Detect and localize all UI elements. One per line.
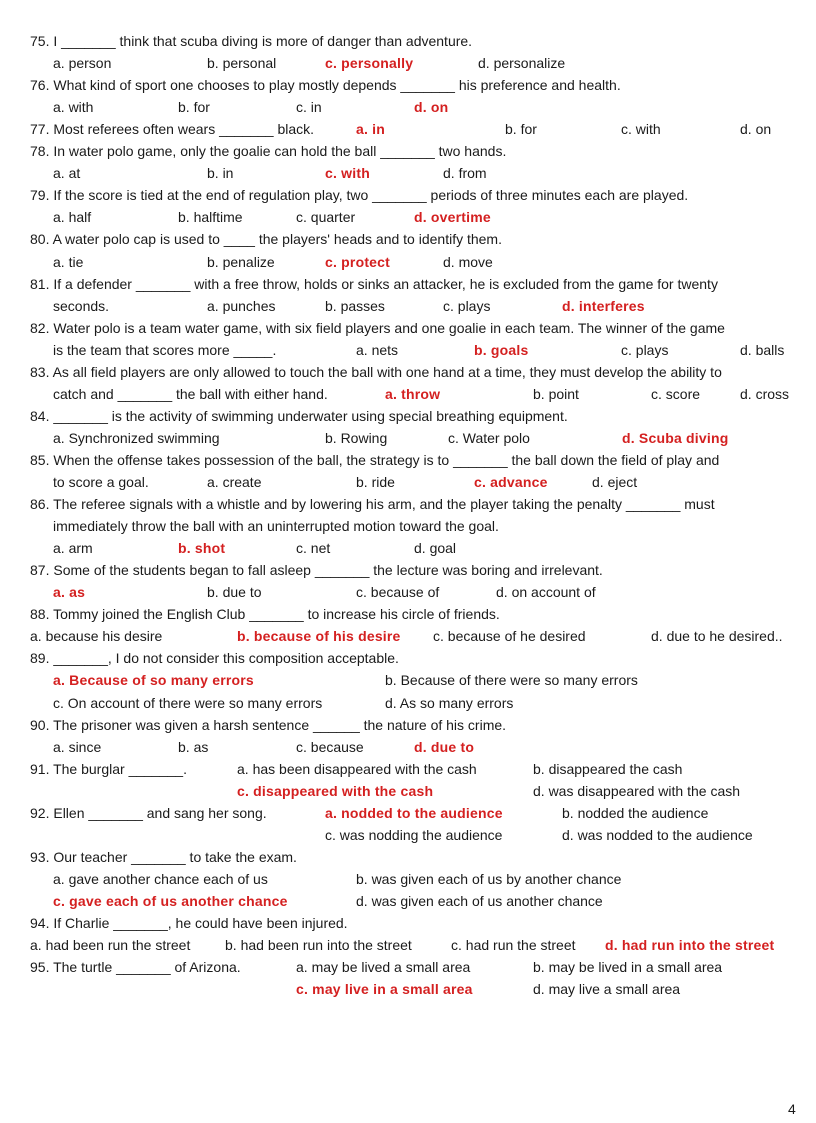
text-line	[0, 581, 816, 603]
text-line	[0, 295, 816, 317]
answer-option: c. plays	[443, 297, 491, 314]
answer-option: b. due to	[207, 584, 262, 601]
answer-option: d. on	[740, 121, 772, 138]
answer-option: a. punches	[207, 297, 276, 314]
question-text: 93. Our teacher _______ to take the exam.	[30, 848, 297, 865]
answer-option: c. quarter	[296, 209, 356, 226]
question-text: 91. The burglar _______.	[30, 760, 187, 777]
question-text: 82. Water polo is a team water game, with six field players and one goalie in each team. The winner of the game	[30, 319, 725, 336]
answer-option: c. plays	[621, 341, 669, 358]
text-line	[0, 52, 816, 74]
question-text: 78. In water polo game, only the goalie can hold the ball _______ two hands.	[30, 143, 507, 160]
text-line	[0, 273, 816, 295]
correct-answer-option: d. on	[414, 99, 449, 116]
answer-option: d. As so many errors	[385, 694, 514, 711]
answer-option: a. with	[53, 99, 94, 116]
correct-answer-option: a. throw	[385, 385, 441, 402]
answer-option: b. penalize	[207, 253, 275, 270]
text-line	[0, 890, 816, 912]
question-text: 81. If a defender _______ with a free throw, holds or sinks an attacker, he is excluded from the game for twenty	[30, 275, 718, 292]
answer-option: d. cross	[740, 385, 790, 402]
text-line	[0, 912, 816, 934]
text-line	[0, 317, 816, 339]
text-line	[0, 493, 816, 515]
answer-option: c. had run the street	[451, 937, 576, 954]
answer-option: c. score	[651, 385, 701, 402]
answer-option: b. ride	[356, 474, 395, 490]
correct-answer-option: d. due to	[414, 738, 475, 755]
text-line	[0, 802, 816, 824]
text-line	[0, 758, 816, 780]
correct-answer-option: b. because of his desire	[237, 628, 401, 645]
answer-option: is the team that scores more _____.	[53, 341, 277, 358]
text-line	[0, 714, 816, 736]
page-number: 4	[788, 1101, 796, 1117]
answer-option: c. because of	[356, 584, 440, 601]
correct-answer-option: c. personally	[325, 55, 414, 72]
correct-answer-option: d. overtime	[414, 209, 491, 226]
question-text: 87. Some of the students began to fall asleep _______ the lecture was boring and irrelevant.	[30, 562, 603, 579]
text-line	[0, 162, 816, 184]
text-line	[0, 383, 816, 405]
correct-answer-option: c. with	[325, 165, 370, 182]
question-text: 79. If the score is tied at the end of regulation play, two _______ periods of three minutes each are played.	[30, 187, 689, 204]
text-line	[0, 846, 816, 868]
answer-option: to score a goal.	[53, 474, 149, 490]
text-line	[0, 934, 816, 956]
text-line	[0, 361, 816, 383]
answer-option: c. because	[296, 738, 364, 755]
correct-answer-option: a. nodded to the audience	[325, 804, 503, 821]
text-line	[0, 537, 816, 559]
question-text: 90. The prisoner was given a harsh sentence ______ the nature of his crime.	[30, 716, 507, 733]
text-line	[0, 471, 816, 493]
answer-option: b. in	[207, 165, 234, 182]
answer-option: c. because of he desired	[433, 628, 586, 645]
answer-option: a. may be lived a small area	[296, 959, 471, 976]
text-line	[0, 692, 816, 714]
question-text: 94. If Charlie _______, he could have been injured.	[30, 915, 348, 931]
question-text: 88. Tommy joined the English Club _______ to increase his circle of friends.	[30, 606, 500, 623]
text-line	[0, 427, 816, 449]
text-line	[0, 956, 816, 978]
answer-option: immediately throw the ball with an uninterrupted motion toward the goal.	[53, 518, 499, 535]
answer-option: c. in	[296, 99, 322, 116]
correct-answer-option: b. goals	[474, 341, 529, 358]
correct-answer-option: a. in	[356, 121, 386, 138]
correct-answer-option: c. gave each of us another chance	[53, 892, 288, 909]
question-text: 92. Ellen _______ and sang her song.	[30, 804, 267, 821]
correct-answer-option: b. shot	[178, 540, 226, 557]
answer-option: b. personal	[207, 55, 277, 72]
answer-option: d. due to he desired..	[651, 628, 783, 645]
question-text: 85. When the offense takes possession of the ball, the strategy is to _______ the ball down the field of play and	[30, 451, 720, 468]
text-line	[0, 206, 816, 228]
text-line	[0, 74, 816, 96]
answer-option: a. Synchronized swimming	[53, 429, 220, 446]
answer-option: b. disappeared the cash	[533, 760, 683, 777]
question-text: 95. The turtle _______ of Arizona.	[30, 959, 241, 976]
text-line	[0, 603, 816, 625]
question-text: 83. As all field players are only allowed to touch the ball with one hand at a time, they must develop the ability to	[30, 363, 722, 380]
text-line	[0, 30, 816, 52]
text-line	[0, 405, 816, 427]
text-line	[0, 669, 816, 691]
answer-option: a. has been disappeared with the cash	[237, 760, 477, 777]
text-line	[0, 251, 816, 273]
text-line	[0, 780, 816, 802]
text-line	[0, 978, 816, 1000]
answer-option: b. Rowing	[325, 429, 388, 446]
text-line	[0, 184, 816, 206]
answer-option: a. since	[53, 738, 102, 755]
answer-option: c. Water polo	[448, 429, 530, 446]
answer-option: a. had been run the street	[30, 937, 191, 954]
question-text: 77. Most referees often wears _______ black.	[30, 121, 315, 138]
answer-option: b. point	[533, 385, 579, 402]
answer-option: d. may live a small area	[533, 981, 681, 998]
answer-option: d. was nodded to the audience	[562, 826, 753, 843]
question-text: 84. _______ is the activity of swimming underwater using special breathing equipment.	[30, 407, 568, 424]
answer-option: a. tie	[53, 253, 84, 270]
answer-option: b. passes	[325, 297, 385, 314]
answer-option: c. net	[296, 540, 331, 557]
text-line	[0, 559, 816, 581]
answer-option: d. balls	[740, 341, 785, 358]
answer-option: a. nets	[356, 341, 399, 358]
answer-option: catch and _______ the ball with either hand.	[53, 385, 328, 402]
answer-option: b. for	[178, 99, 210, 116]
correct-answer-option: c. may live in a small area	[296, 981, 473, 998]
answer-option: d. from	[443, 165, 487, 182]
answer-option: a. create	[207, 474, 262, 490]
correct-answer-option: d. had run into the street	[605, 937, 775, 954]
answer-option: a. gave another chance each of us	[53, 870, 268, 887]
answer-option: c. with	[621, 121, 661, 138]
text-line	[0, 647, 816, 669]
answer-option: b. for	[505, 121, 537, 138]
text-line	[0, 96, 816, 118]
text-line	[0, 736, 816, 758]
answer-option: b. Because of there were so many errors	[385, 672, 638, 689]
text-line	[0, 824, 816, 846]
text-line	[0, 118, 816, 140]
answer-option: d. on account of	[496, 584, 596, 601]
correct-answer-option: a. Because of so many errors	[53, 672, 254, 689]
answer-option: b. as	[178, 738, 209, 755]
correct-answer-option: d. Scuba diving	[622, 429, 729, 446]
text-line	[0, 140, 816, 162]
text-line	[0, 339, 816, 361]
answer-option: a. because his desire	[30, 628, 163, 645]
question-text: 80. A water polo cap is used to ____ the players' heads and to identify them.	[30, 231, 502, 248]
correct-answer-option: c. disappeared with the cash	[237, 782, 434, 799]
answer-option: b. had been run into the street	[225, 937, 412, 954]
answer-option: a. person	[53, 55, 112, 72]
text-line	[0, 449, 816, 471]
answer-option: d. was given each of us another chance	[356, 892, 603, 909]
text-line	[0, 868, 816, 890]
answer-option: b. halftime	[178, 209, 243, 226]
correct-answer-option: d. interferes	[562, 297, 645, 314]
correct-answer-option: c. advance	[474, 474, 548, 490]
text-line	[0, 515, 816, 537]
question-text: 75. I _______ think that scuba diving is more of danger than adventure.	[30, 33, 473, 49]
answer-option: d. eject	[592, 474, 638, 490]
correct-answer-option: c. protect	[325, 253, 391, 270]
question-text: 86. The referee signals with a whistle and by lowering his arm, and the player taking the penalty _______ must	[30, 496, 715, 513]
text-line	[0, 228, 816, 250]
text-line	[0, 625, 816, 647]
answer-option: a. arm	[53, 540, 93, 557]
question-text: 76. What kind of sport one chooses to play mostly depends _______ his preference and health.	[30, 77, 621, 94]
answer-option: c. was nodding the audience	[325, 826, 503, 843]
answer-option: a. at	[53, 165, 81, 182]
answer-option: b. nodded the audience	[562, 804, 709, 821]
answer-option: b. may be lived in a small area	[533, 959, 723, 976]
answer-option: d. goal	[414, 540, 457, 557]
answer-option: d. was disappeared with the cash	[533, 782, 741, 799]
answer-option: c. On account of there were so many errors	[53, 694, 323, 711]
answer-option: b. was given each of us by another chance	[356, 870, 622, 887]
answer-option: a. half	[53, 209, 92, 226]
answer-option: d. move	[443, 253, 493, 270]
question-text: 89. _______, I do not consider this composition acceptable.	[30, 650, 399, 667]
correct-answer-option: a. as	[53, 584, 86, 601]
answer-option: d. personalize	[478, 55, 566, 72]
answer-option: seconds.	[53, 297, 110, 314]
